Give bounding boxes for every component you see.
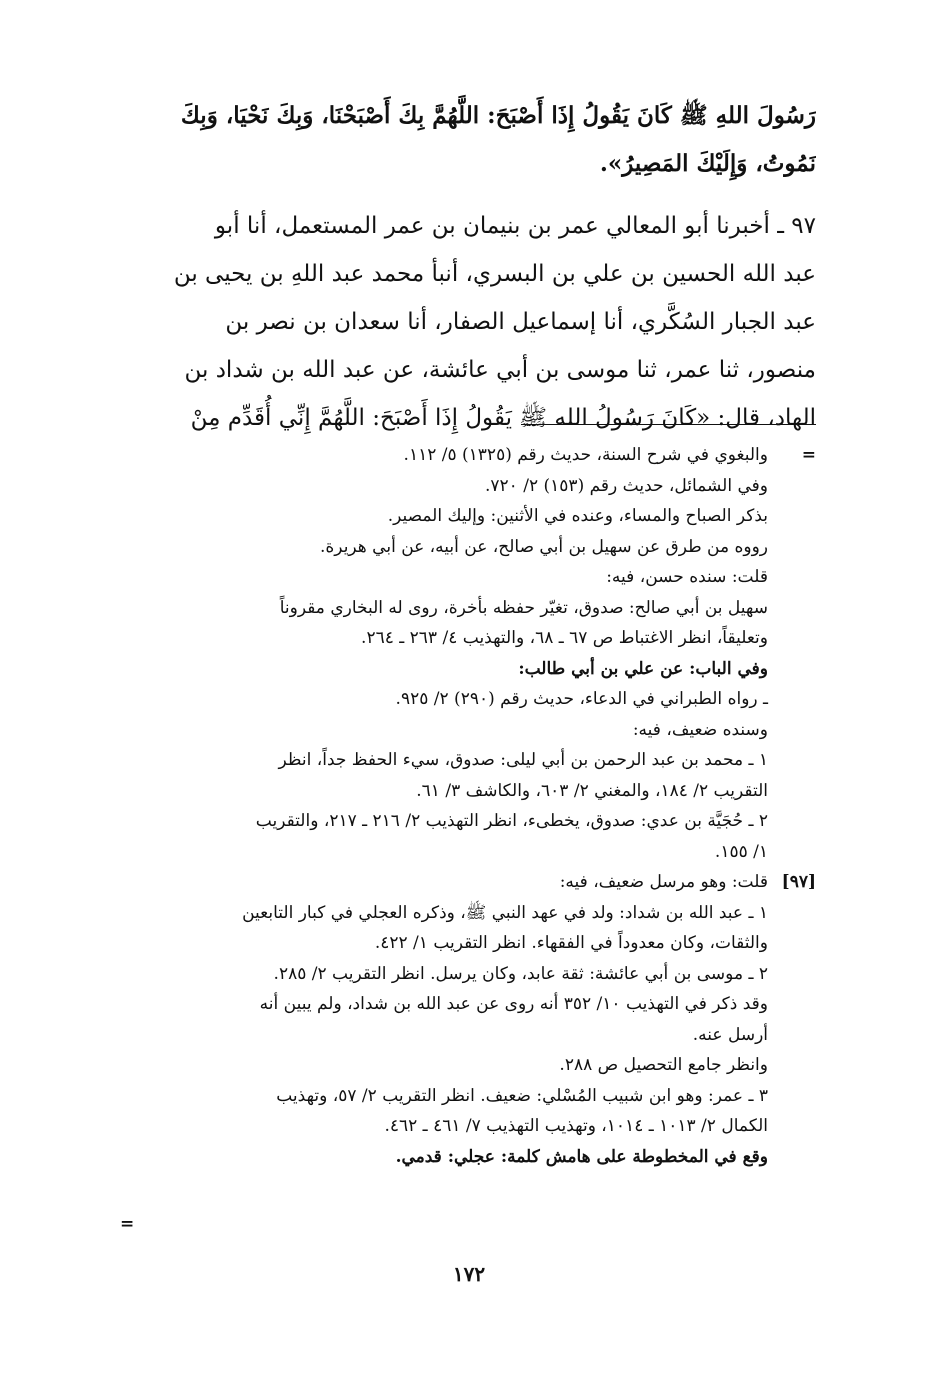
footnote-line: ١ ـ محمد بن عبد الرحمن بن أبي ليلى: صدوق، سيء الحفظ جداً، انظر: [278, 750, 768, 770]
footnote-97-marker: [٩٧]: [781, 872, 816, 892]
footnote-divider: [521, 424, 816, 425]
footnote-line: ١/ ١٥٥.: [714, 841, 768, 862]
isnad-line: الهاد، قال: «كَانَ رَسُولُ الله ﷺ يَقُولُ إِذَا أَصْبَحَ: اللَّهُمَّ إِنِّي أُقَدِّم مِنْ: [190, 405, 816, 431]
footnote-line: بذكر الصباح والمساء، وعنده في الأثنين: وإليك المصير.: [387, 506, 768, 526]
footnote-line: ٢ ـ حُجَيَّة بن عدي: صدوق، يخطىء، انظر التهذيب ٢/ ٢١٦ ـ ٢١٧، والتقريب: [255, 811, 768, 831]
footnote-line: ١ ـ عبد الله بن شداد: ولد في عهد النبي ﷺ، وذكره العجلي في كبار التابعين: [242, 902, 768, 923]
footnote-line: ـ رواه الطبراني في الدعاء، حديث رقم (٢٩٠) ٢/ ٩٢٥.: [395, 689, 768, 709]
footnote-line: وفي الشمائل، حديث رقم (١٥٣) ٢/ ٧٢٠.: [485, 475, 768, 496]
isnad-line: منصور، ثنا عمر، ثنا موسى بن أبي عائشة، عن عبد الله بن شداد بن: [184, 357, 816, 383]
isnad-line: ٩٧ ـ أخبرنا أبو المعالي عمر بن بنيمان بن عمر المستعمل، أنا أبو: [214, 213, 816, 239]
continuation-marker: =: [801, 445, 816, 465]
footnote-heading: وفي الباب: عن علي بن أبي طالب:: [518, 658, 768, 679]
continuation-marker: =: [120, 1214, 135, 1234]
footnote-line: وقد ذكر في التهذيب ١٠/ ٣٥٢ أنه روى عن عبد الله بن شداد، ولم يبين أنه: [259, 994, 768, 1014]
footnote-line: = والبغوي في شرح السنة، حديث رقم (١٣٢٥) ٥/ ١١٢.: [126, 440, 816, 471]
footnote-line: قلت: سنده حسن، فيه:: [606, 567, 768, 587]
footnote-line: رووه من طرق عن سهيل بن أبي صالح، عن أبيه، عن أبي هريرة.: [320, 536, 768, 557]
footnote-line: ٢ ـ موسى بن أبي عائشة: ثقة عابد، وكان يرسل. انظر التقريب ٢/ ٢٨٥.: [273, 963, 768, 984]
footnotes: [126, 440, 816, 1172]
footnote-line: وانظر جامع التحصيل ص ٢٨٨.: [559, 1055, 768, 1075]
main-text: [126, 92, 816, 442]
hadith-text-line: نَمُوتُ، وَإِلَيْكَ المَصِيرُ».: [599, 150, 816, 177]
hadith-text-line: رَسُولَ اللهِ ﷺ كَانَ يَقُولُ إِذَا أَصْبَحَ: اللَّهُمَّ بِكَ أَصْبَحْنَا، وَبِكَ نَحْيَا، وَبِكَ: [180, 102, 816, 129]
footnote-line: [٩٧] قلت: وهو مرسل ضعيف، فيه:: [126, 867, 816, 898]
isnad-line: عبد الجبار السُكَّري، أنا إسماعيل الصفار، أنا سعدان بن نصر بن: [225, 309, 816, 335]
footnote-line: أرسل عنه.: [692, 1024, 768, 1045]
footnote-line: الكمال ٢/ ١٠١٣ ـ ١٠١٤، وتهذيب التهذيب ٧/ ٤٦١ ـ ٤٦٢.: [384, 1116, 768, 1136]
footnote-line: سهيل بن أبي صالح: صدوق، تغيّر حفظه بأخرة، روى له البخاري مقروناً: [279, 597, 768, 618]
footnote-line: التقريب ٢/ ١٨٤، والمغني ٢/ ٦٠٣، والكاشف ٣/ ٦١.: [416, 780, 768, 801]
isnad-line: عبد الله الحسين بن علي بن البسري، أنبأ محمد عبد اللهِ بن يحيى بن: [173, 261, 816, 287]
footnote-line: والثقات، وكان معدوداً في الفقهاء. انظر التقريب ١/ ٤٢٢.: [374, 933, 768, 953]
footnote-line: وتعليقاً، انظر الاغتباط ص ٦٧ ـ ٦٨، والتهذيب ٤/ ٢٦٣ ـ ٢٦٤.: [361, 628, 768, 648]
footnote-line: وقع في المخطوطة على هامش كلمة: عجلي: قدمي.: [395, 1146, 768, 1167]
footnote-line: ٣ ـ عمر: وهو ابن شبيب المُسْلي: ضعيف. انظر التقريب ٢/ ٥٧، وتهذيب: [276, 1085, 768, 1106]
footnote-line: وسنده ضعيف، فيه:: [632, 719, 768, 740]
page-number: ١٧٢: [452, 1262, 486, 1286]
